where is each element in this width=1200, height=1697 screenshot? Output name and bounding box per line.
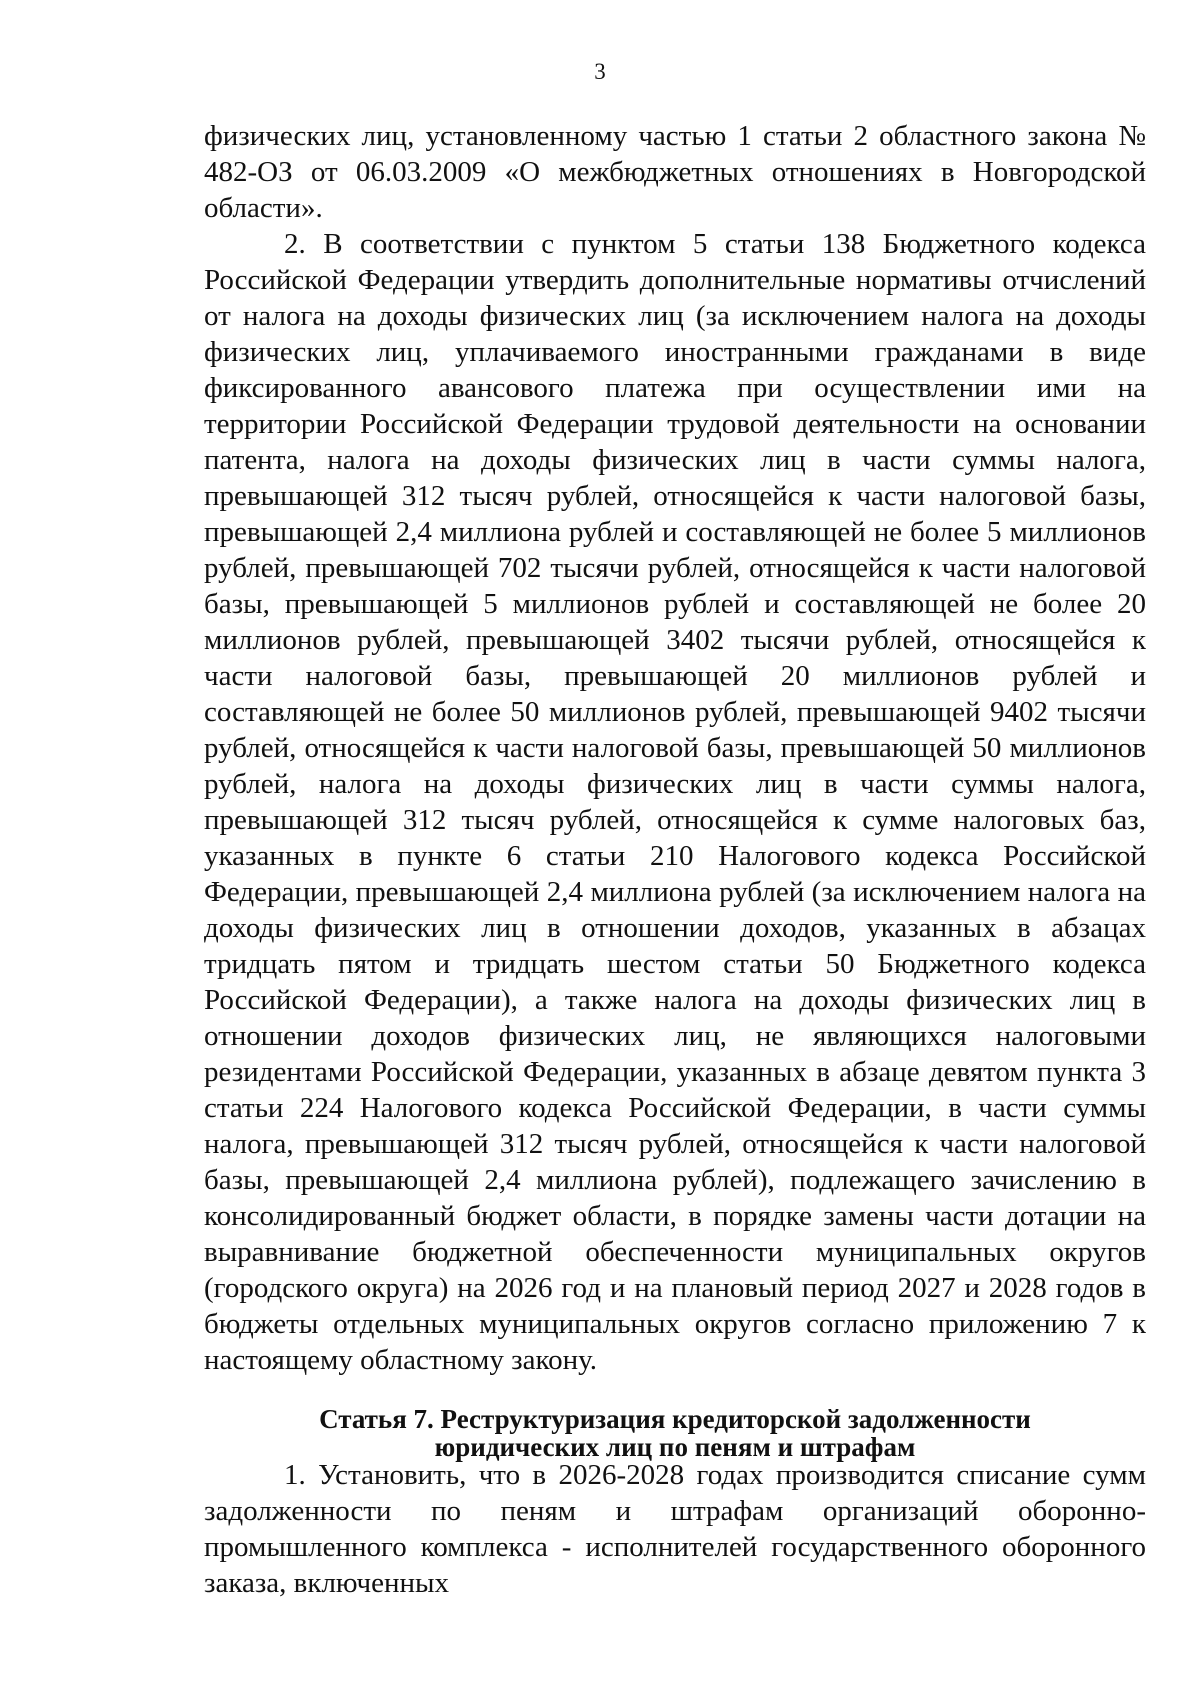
continuation-paragraph: физических лиц, установленному частью 1 статьи 2 областного закона № 482-ОЗ от 06.03.2009 «О межбюджетных отношениях в Новгородской области». <box>204 120 1146 224</box>
page-number: 3 <box>594 59 606 84</box>
article-7-heading <box>204 1405 1146 1461</box>
item-2-paragraph: 2. В соответствии с пунктом 5 статьи 138 Бюджетного кодекса Российской Федерации утвердить дополнительные нормативы отчислений от налога на доходы физических лиц (за исключением налога на доходы физических лиц, уплачиваемого иностранными гражданами в виде фиксированного авансового платежа при осуществлении ими на территории Российской Федерации трудовой деятельности на основании патента, налога на доходы физических лиц в части суммы налога, превышающей 312 тысяч рублей, относящейся к части налоговой базы, превышающей 2,4 миллиона рублей и составляющей не более 5 миллионов рублей, превышающей 702 тысячи рублей, относящейся к части налоговой базы, превышающей 5 миллионов рублей и составляющей не более 20 миллионов рублей, превышающей 3402 тысячи рублей, относящейся к части налоговой базы, превышающей 20 миллионов рублей и составляющей не более 50 миллионов рублей, превышающей 9402 тысячи рублей, относящейся к части налоговой базы, превышающей 50 миллионов рублей, налога на доходы физических лиц в части суммы налога, превышающей 312 тысяч рублей, относящейся к сумме налоговых баз, указанных в пункте 6 статьи 210 Налогового кодекса Российской Федерации, превышающей 2,4 миллиона рублей (за исключением налога на доходы физических лиц в отношении доходов, указанных в абзацах тридцать пятом и тридцать шестом статьи 50 Бюджетного кодекса Российской Федерации), а также налога на доходы физических лиц в отношении доходов физических лиц, не являющихся налоговыми резидентами Российской Федерации, указанных в абзаце девятом пункта 3 статьи 224 Налогового кодекса Российской Федерации, в части суммы налога, превышающей 312 тысяч рублей, относящейся к части налоговой базы, превышающей 2,4 миллиона рублей), подлежащего зачислению в консолидированный бюджет области, в порядке замены части дотации на выравнивание бюджетной обеспеченности муниципальных округов (городского округа) на 2026 год и на плановый период 2027 и 2028 годов в бюджеты отдельных муниципальных округов согласно приложению 7 к настоящему областному закону. <box>204 228 1146 1376</box>
article-7-heading-line-1: Статья 7. Реструктуризация кредиторской задолженности <box>319 1404 1031 1434</box>
article-6-text <box>204 118 1146 1378</box>
article-7-item-1-paragraph: 1. Установить, что в 2026-2028 годах производится списание сумм задолженности по пеням и штрафам организаций оборонно-промышленного комплекса - исполнителей государственного оборонного заказа, включенных <box>204 1459 1146 1599</box>
article-7-text <box>204 1457 1146 1601</box>
article-7-heading-line-2: юридических лиц по пеням и штрафам <box>434 1432 916 1462</box>
